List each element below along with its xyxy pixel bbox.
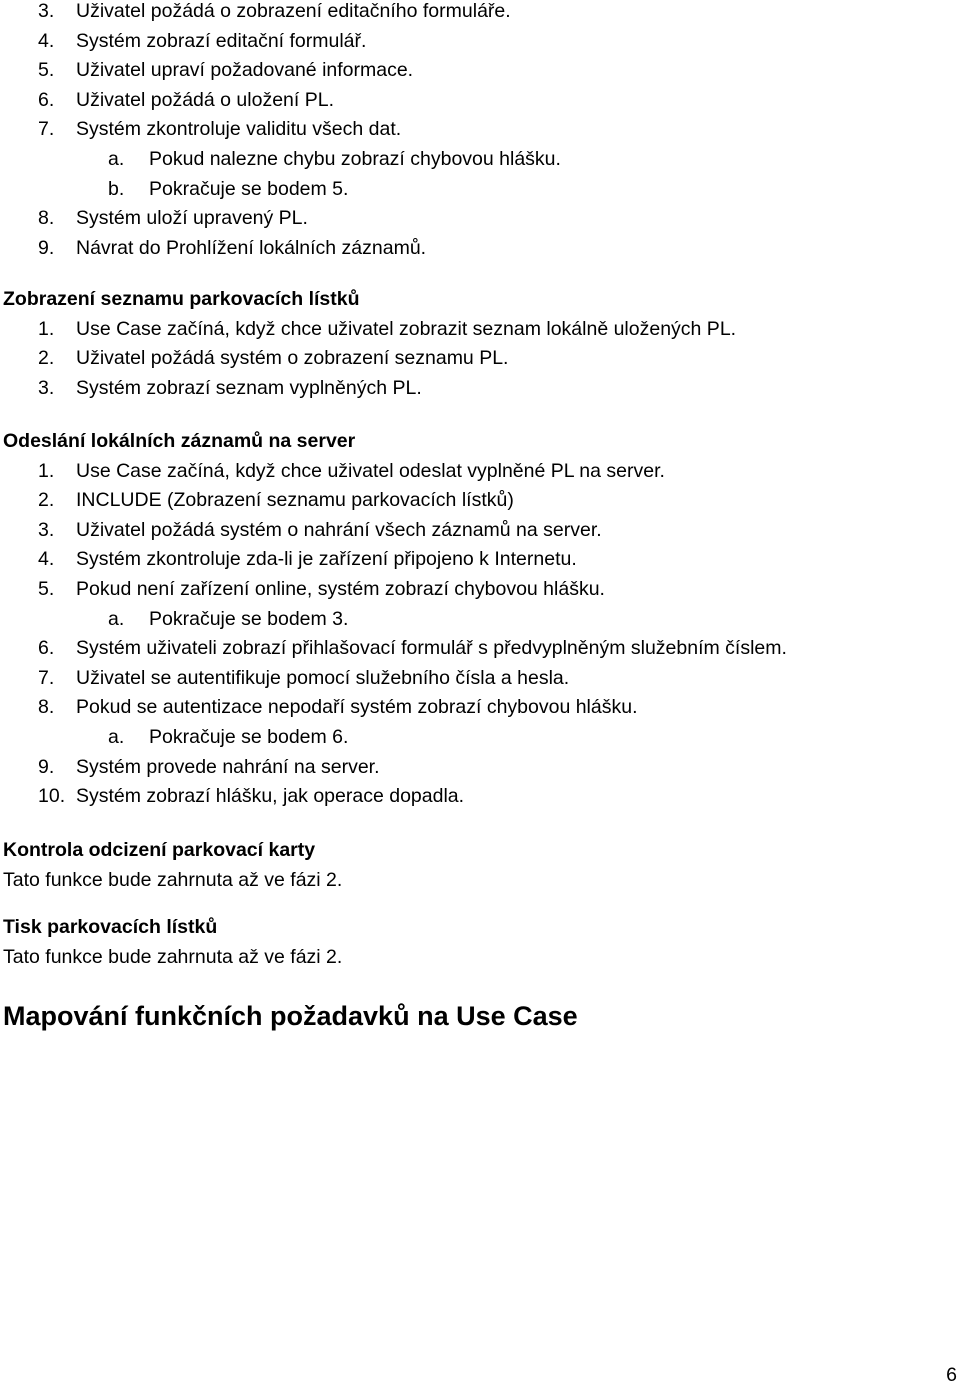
- list-item-number: 3.: [38, 0, 55, 22]
- list-item-text: Uživatel požádá systém o nahrání všech záznamů na server.: [76, 518, 602, 541]
- list-item: [3, 204, 953, 234]
- mapping-heading: Mapování funkčních požadavků na Use Case: [3, 1001, 578, 1031]
- list-item: [3, 605, 953, 635]
- list-item-text: Systém zkontroluje validitu všech dat.: [76, 118, 402, 141]
- list-item: [3, 753, 953, 783]
- list-item-text: Pokračuje se bodem 6.: [149, 725, 349, 748]
- list-item-number: 1.: [38, 459, 55, 482]
- list-item-text: Uživatel požádá o zobrazení editačního formuláře.: [76, 0, 511, 22]
- list-item-number: 4.: [38, 29, 55, 52]
- list-item: [3, 344, 953, 374]
- section-heading: Tisk parkovacích lístků: [3, 916, 218, 938]
- section-list: [3, 315, 953, 404]
- list-item-text: Systém uživateli zobrazí přihlašovací formulář s předvyplněným služebním číslem.: [76, 637, 787, 660]
- list-item-number: 9.: [38, 755, 55, 778]
- list-item-number: 2.: [38, 489, 55, 512]
- list-item-number: 10.: [38, 785, 66, 808]
- list-item-text: Systém zobrazí seznam vyplněných PL.: [76, 376, 422, 399]
- list-item-text: Pokud nalezne chybu zobrazí chybovou hlášku.: [149, 147, 561, 170]
- section-odeslani: [3, 427, 953, 812]
- list-item-text: Uživatel požádá o uložení PL.: [76, 88, 334, 111]
- list-item: [3, 234, 953, 264]
- list-item-number: 5.: [38, 59, 55, 82]
- list-item-text: Pokračuje se bodem 5.: [149, 177, 349, 200]
- list-item: [3, 56, 953, 86]
- section-text: Tato funkce bude zahrnuta až ve fázi 2.: [3, 945, 343, 968]
- list-item: [3, 693, 953, 723]
- mapping-section: [3, 999, 953, 1033]
- list-item-text: Systém zobrazí editační formulář.: [76, 29, 367, 52]
- section-list: [3, 457, 953, 812]
- list-item-number: 9.: [38, 236, 55, 259]
- list-item: [3, 86, 953, 116]
- list-item-number: a.: [108, 607, 125, 630]
- list-item-number: 1.: [38, 317, 55, 340]
- list-item: [3, 782, 953, 812]
- list-item-number: 6.: [38, 88, 55, 111]
- list-item-text: Use Case začíná, když chce uživatel odeslat vyplněné PL na server.: [76, 459, 665, 482]
- list-item-number: a.: [108, 725, 125, 748]
- list-item-text: Uživatel požádá systém o zobrazení seznamu PL.: [76, 347, 509, 370]
- list-item-number: 3.: [38, 518, 55, 541]
- top-list-section: [3, 0, 953, 263]
- top-list: [3, 0, 953, 263]
- list-item-text: INCLUDE (Zobrazení seznamu parkovacích lístků): [76, 489, 514, 512]
- section-text: Tato funkce bude zahrnuta až ve fázi 2.: [3, 868, 343, 891]
- list-item-text: Návrat do Prohlížení lokálních záznamů.: [76, 236, 427, 259]
- list-item-text: Systém zkontroluje zda-li je zařízení připojeno k Internetu.: [76, 548, 577, 571]
- list-item-text: Pokud není zařízení online, systém zobrazí chybovou hlášku.: [76, 577, 605, 600]
- list-item: [3, 664, 953, 694]
- list-item-number: 8.: [38, 207, 55, 230]
- list-item: [3, 115, 953, 145]
- list-item: [3, 634, 953, 664]
- list-item-text: Systém zobrazí hlášku, jak operace dopadla.: [76, 785, 465, 808]
- list-item-text: Uživatel se autentifikuje pomocí služebního čísla a hesla.: [76, 666, 570, 689]
- section-zobrazeni: [3, 285, 953, 403]
- section-heading: Zobrazení seznamu parkovacích lístků: [3, 288, 360, 310]
- list-item: [3, 486, 953, 516]
- list-item: [3, 0, 953, 27]
- section-kontrola: [3, 836, 953, 895]
- list-item-number: 6.: [38, 637, 55, 660]
- list-item: [3, 457, 953, 487]
- list-item-number: b.: [108, 177, 125, 200]
- list-item-number: 7.: [38, 666, 55, 689]
- section-heading: Odeslání lokálních záznamů na server: [3, 430, 356, 452]
- list-item-number: a.: [108, 147, 125, 170]
- list-item-text: Systém provede nahrání na server.: [76, 755, 380, 778]
- list-item: [3, 545, 953, 575]
- section-tisk: [3, 913, 953, 972]
- list-item: [3, 27, 953, 57]
- list-item: [3, 575, 953, 605]
- list-item: [3, 516, 953, 546]
- list-item-text: Uživatel upraví požadované informace.: [76, 59, 414, 82]
- list-item-number: 3.: [38, 376, 55, 399]
- list-item-number: 5.: [38, 577, 55, 600]
- section-heading: Kontrola odcizení parkovací karty: [3, 839, 316, 861]
- list-item-number: 4.: [38, 548, 55, 571]
- list-item-number: 2.: [38, 347, 55, 370]
- list-item: [3, 723, 953, 753]
- list-item-text: Pokračuje se bodem 3.: [149, 607, 349, 630]
- list-item: [3, 315, 953, 345]
- list-item: [3, 374, 953, 404]
- list-item-text: Pokud se autentizace nepodaří systém zobrazí chybovou hlášku.: [76, 696, 638, 719]
- list-item-number: 8.: [38, 696, 55, 719]
- list-item-text: Use Case začíná, když chce uživatel zobrazit seznam lokálně uložených PL.: [76, 317, 737, 340]
- list-item-text: Systém uloží upravený PL.: [76, 207, 308, 230]
- list-item: [3, 145, 953, 175]
- list-item-number: 7.: [38, 118, 55, 141]
- page-number: 6: [946, 1364, 957, 1386]
- list-item: [3, 175, 953, 205]
